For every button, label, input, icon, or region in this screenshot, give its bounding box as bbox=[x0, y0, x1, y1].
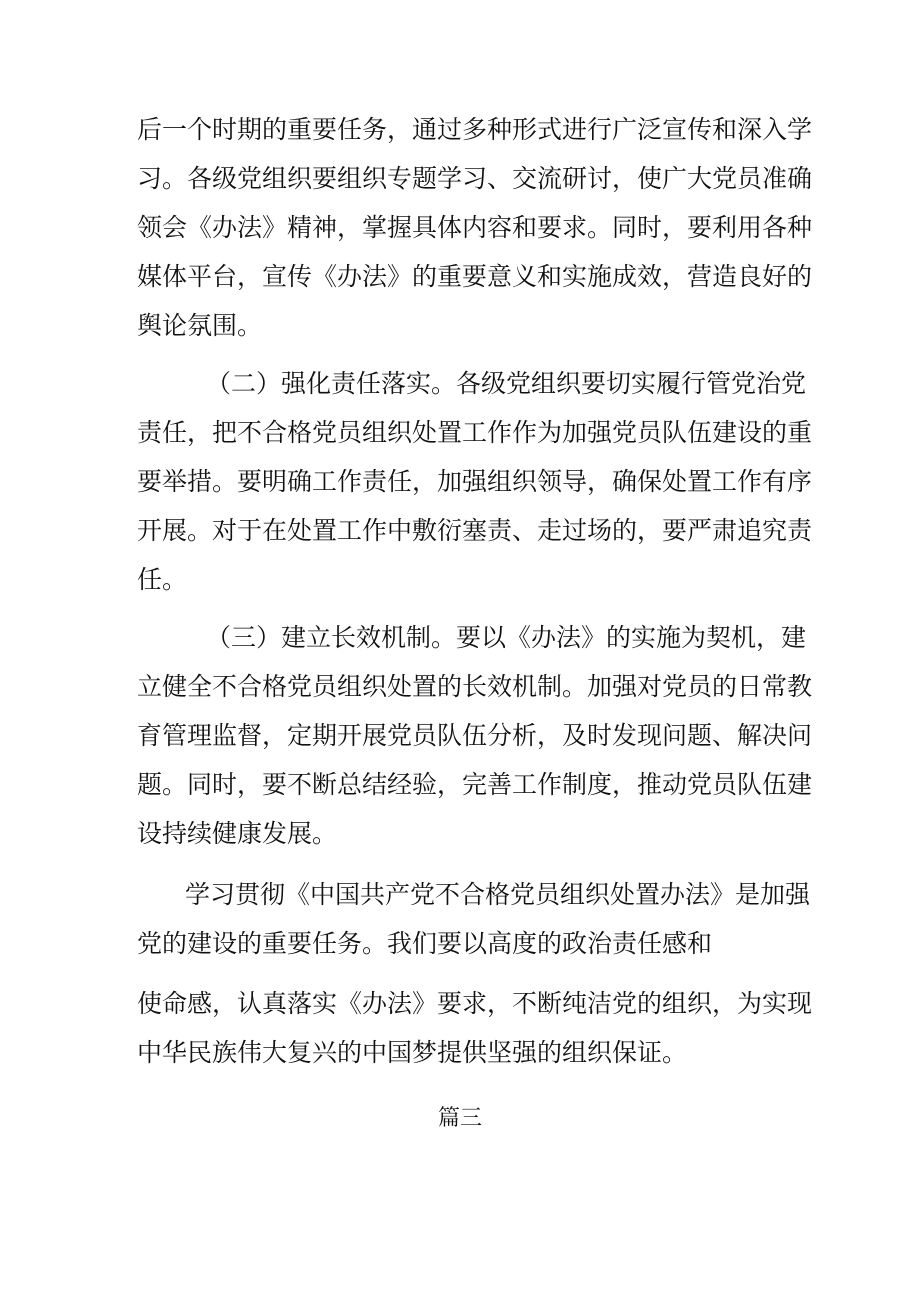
paragraph-1-line-3: 领会《办法》精神，掌握具体内容和要求。同时，要利用各种 bbox=[137, 213, 813, 242]
paragraph-2-line-4: 开展。对于在处置工作中敷衍塞责、走过场的，要严肃追究责 bbox=[137, 516, 813, 545]
paragraph-3-line-2: 立健全不合格党员组织处置的长效机制。加强对党员的日常教 bbox=[137, 672, 813, 701]
paragraph-1-line-2: 习。各级党组织要组织专题学习、交流研讨，使广大党员准确 bbox=[137, 164, 813, 193]
paragraph-3-line-3: 育管理监督，定期开展党员队伍分析，及时发现问题、解决问 bbox=[137, 721, 813, 750]
paragraph-1-line-1: 后一个时期的重要任务，通过多种形式进行广泛宣传和深入学 bbox=[137, 115, 813, 144]
paragraph-1-line-4: 媒体平台，宣传《办法》的重要意义和实施成效，营造良好的 bbox=[137, 262, 813, 291]
paragraph-2-line-3: 要举措。要明确工作责任，加强组织领导，确保处置工作有序 bbox=[137, 467, 813, 496]
paragraph-4-line-4: 中华民族伟大复兴的中国梦提供坚强的组织保证。 bbox=[137, 1038, 688, 1067]
paragraph-3-line-1: （三）建立长效机制。要以《办法》的实施为契机，建 bbox=[206, 623, 807, 652]
paragraph-2-line-2: 责任，把不合格党员组织处置工作作为加强党员队伍建设的重 bbox=[137, 418, 813, 447]
paragraph-4-line-1: 学习贯彻《中国共产党不合格党员组织处置办法》是加强 bbox=[185, 880, 811, 909]
paragraph-4-line-2: 党的建设的重要任务。我们要以高度的政治责任感和 bbox=[137, 929, 713, 958]
paragraph-3-line-5: 设持续健康发展。 bbox=[137, 819, 338, 848]
paragraph-2-line-5: 任。 bbox=[137, 565, 188, 594]
paragraph-3-line-4: 题。同时，要不断总结经验，完善工作制度，推动党员队伍建 bbox=[137, 770, 813, 799]
paragraph-1-line-5: 舆论氛围。 bbox=[137, 311, 263, 340]
section-heading: 篇三 bbox=[437, 1106, 482, 1131]
paragraph-2-line-1: （二）强化责任落实。各级党组织要切实履行管党治党 bbox=[206, 369, 807, 398]
paragraph-4-line-3: 使命感，认真落实《办法》要求，不断纯洁党的组织，为实现 bbox=[137, 989, 813, 1018]
